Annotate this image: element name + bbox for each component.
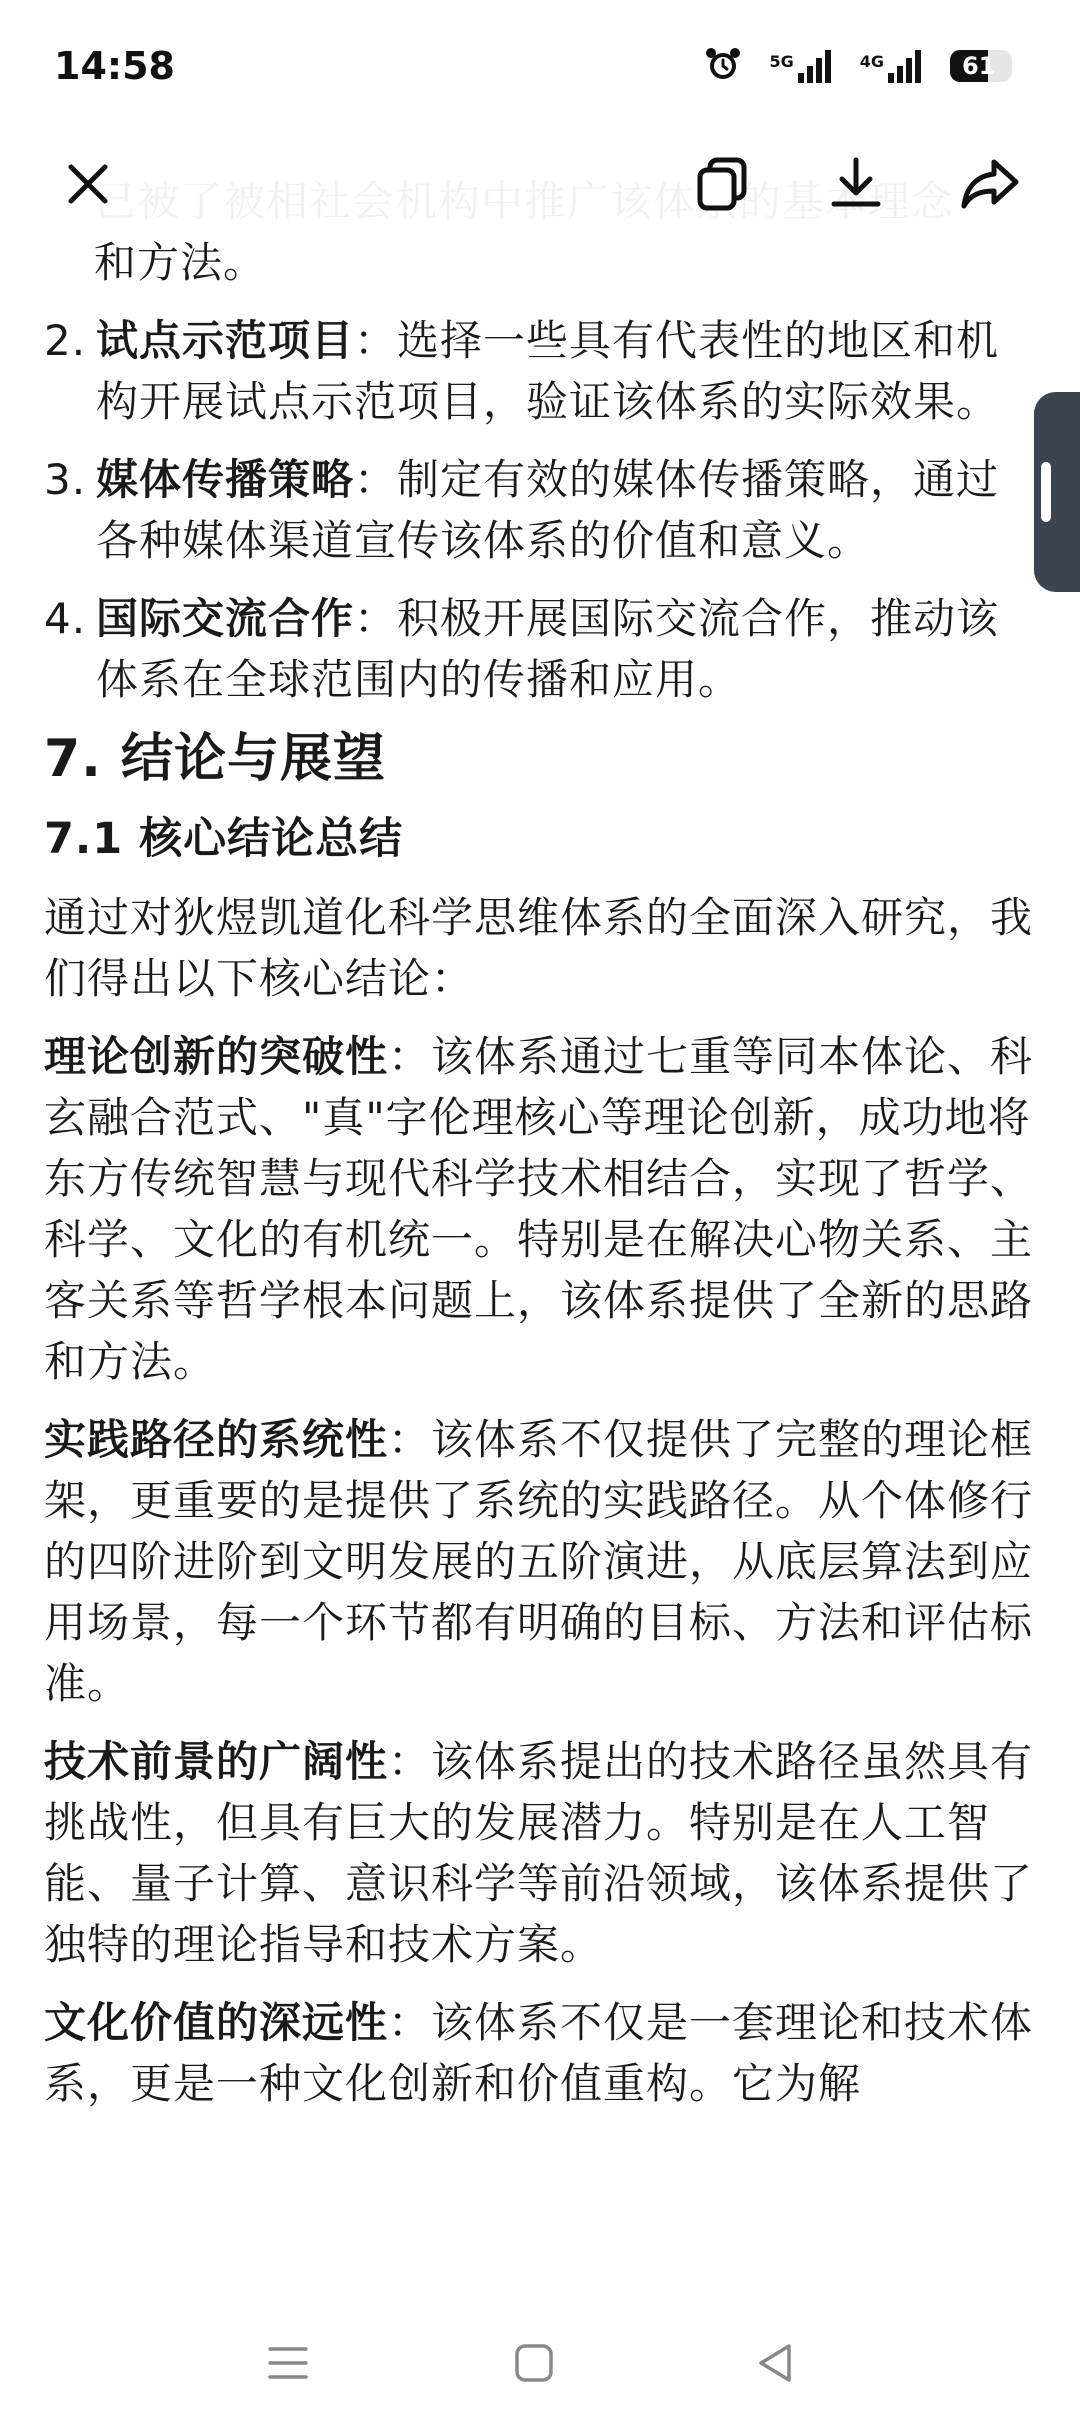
list-item-continuation: 和方法。 [94,238,267,287]
conclusion-paragraph [44,1026,1036,1392]
scroll-grip [1041,462,1051,522]
list-number: 3. [44,455,87,504]
list-number: 2. [44,316,87,365]
close-button[interactable] [50,146,126,222]
toolbar [0,140,1080,230]
conclusion-paragraph [44,1731,1036,1975]
menu-icon [266,2343,310,2383]
copy-button[interactable] [684,146,760,222]
status-bar [0,0,1080,140]
paragraph-text: ：该体系不仅提供了完整的理论框架，更重要的是提供了系统的实践路径。从个体修行的四阶进阶到文明发展的五阶演进，从底层算法到应用场景，每一个环节都有明确的目标、方法和评估标准。 [44,1415,1034,1708]
network-label-5g: 5G [769,52,794,71]
home-button[interactable] [504,2338,564,2388]
article-content [44,205,1036,2131]
intro-paragraph: 通过对狄煜凯道化科学思维体系的全面深入研究，我们得出以下核心结论： [44,893,1034,1003]
status-time: 14:58 [54,44,175,88]
share-icon [958,154,1022,214]
network-label-4g: 4G [859,52,884,71]
menu-button[interactable] [258,2338,318,2388]
paragraph-title: 文化价值的深远性 [44,1998,389,2047]
paragraph-text: ：该体系通过七重等同本体论、科玄融合范式、"真"字伦理核心等理论创新，成功地将东方传统智慧与现代科学技术相结合，实现了哲学、科学、文化的有机统一。特别是在解决心物关系、主客关系等哲学根本问题上，该体系提供了全新的思路和方法。 [44,1032,1034,1386]
status-icons [703,44,1012,88]
download-button[interactable] [818,146,894,222]
list-item-title: 试点示范项目 [96,316,355,365]
back-button[interactable] [746,2338,806,2388]
navigation-bar [0,2312,1080,2412]
conclusion-paragraph [44,1409,1036,1714]
paragraph-title: 实践路径的系统性 [44,1415,389,1464]
signal-4g-icon [860,47,924,85]
paragraph-title: 技术前景的广阔性 [44,1737,389,1786]
share-button[interactable] [952,146,1028,222]
list-item-text: ：选择一些具有代表性的地区和机构开展试点示范项目，验证该体系的实际效果。 [96,316,1000,426]
list-item [44,588,1036,710]
list-item [44,449,1036,571]
paragraph-text: ：该体系提出的技术路径虽然具有挑战性，但具有巨大的发展潜力。特别是在人工智能、量子计算、意识科学等前沿领域，该体系提供了独特的理论指导和技术方案。 [44,1737,1034,1969]
list-item-title: 媒体传播策略 [96,455,355,504]
download-icon [826,154,886,214]
list-item-title: 国际交流合作 [96,594,355,643]
home-icon [513,2342,555,2384]
back-icon [755,2342,797,2384]
signal-5g-icon [769,47,833,85]
copy-icon [692,154,752,214]
close-icon [61,157,115,211]
alarm-icon [703,44,743,88]
battery-icon [950,50,1012,82]
conclusion-paragraph [44,1992,1036,2114]
subsection-heading: 7.1 核心结论总结 [44,814,404,864]
paragraph-title: 理论创新的突破性 [44,1032,389,1081]
strategy-list [44,310,1036,710]
battery-text: 61 [962,52,996,80]
paragraph-text: ：该体系不仅是一套理论和技术体系，更是一种文化创新和价值重构。它为解 [44,1998,1034,2108]
list-number: 4. [44,594,87,643]
list-item-text: ：制定有效的媒体传播策略，通过各种媒体渠道宣传该体系的价值和意义。 [96,455,1000,565]
section-heading: 7. 结论与展望 [44,729,387,789]
list-item [44,310,1036,432]
scroll-handle[interactable] [1034,392,1080,592]
list-item-text: ：积极开展国际交流合作，推动该体系在全球范围内的传播和应用。 [96,594,1000,704]
